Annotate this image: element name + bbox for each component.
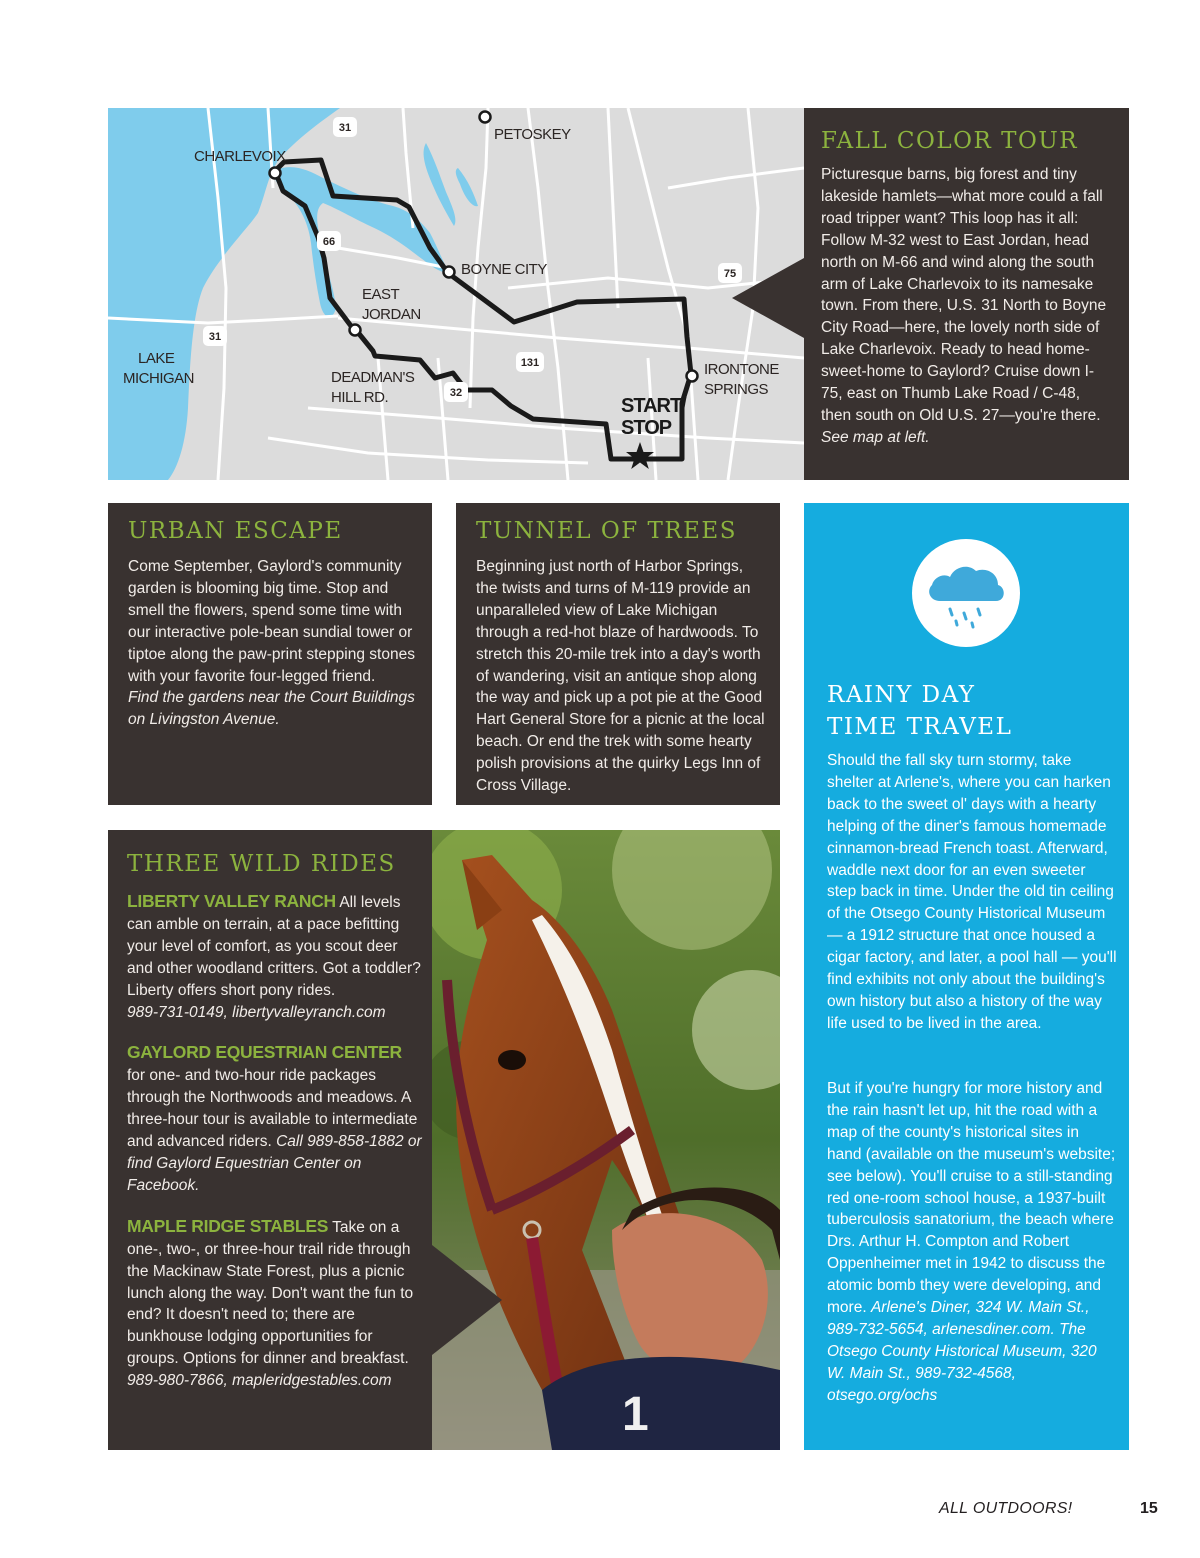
tunnel-of-trees-panel: [456, 503, 780, 805]
pointer-arrow: [432, 1245, 502, 1355]
label-lake: LAKE: [138, 350, 175, 367]
rainy-heading-line2: TIME TRAVEL: [827, 714, 1013, 740]
fall-color-text: Picturesque barns, big forest and tiny lakeside hamlets—what more could a fall road tripper want? This loop has it all: Follow M-32 west to East Jordan, head north on M-66 and wind along the south arm of Lake Charlevoix to its namesake town. From there, U.S. 31 North to Boyne City Road—here, the lovely north side of Lake Charlevoix. Ready to head home-sweet-home to Gaylord? Cruise down I-75, east on Thumb Lake Road / C-48, then south on Old U.S. 27—you're there.: [821, 166, 1107, 424]
fall-color-tour-panel: [804, 108, 1129, 480]
rain-cloud-icon: [912, 539, 1020, 647]
rainy-day-heading: [827, 679, 1012, 743]
label-springs: SPRINGS: [704, 381, 769, 398]
rainy-heading-line1: RAINY DAY: [827, 682, 976, 708]
tunnel-of-trees-heading: TUNNEL OF TREES: [476, 518, 737, 544]
ride-description: All levels can amble on terrain, at a pace befitting your level of comfort, as you scout deer and other woodland critters. Got a toddler? Liberty offers short pony rides.: [127, 894, 421, 999]
ride-contact: Call 989-858-1882 or find Gaylord Equestrian Center on Facebook.: [127, 1133, 422, 1194]
ride-description: for one- and two-hour ride packages through the Northwoods and meadows. A three-hour tour is available to intermediate and advanced riders.: [127, 1067, 418, 1151]
label-michigan: MICHIGAN: [123, 370, 194, 387]
label-east: EAST: [362, 286, 400, 303]
label-irontone: IRONTONE: [704, 361, 779, 378]
rainy-day-paragraph-1: Should the fall sky turn stormy, take shelter at Arlene's, where you can harken back to the sweet ol' days with a hearty helping of the diner's famous homemade cinnamon-bread French toast. Afterward, waddle next door for an even sweeter step back in time. Under the old tin ceiling of the Otsego County Historical Museum — a 1912 structure that once housed a cigar factory, and later, a pool hall — you'll find exhibits not only about the building's own history but also a history of the way life used to be lived in the area.: [827, 752, 1117, 1032]
label-stop: STOP: [621, 417, 672, 439]
label-deadmans: DEADMAN'S: [331, 369, 415, 386]
ride-entry-liberty: [127, 891, 422, 1023]
rainy-para2-text: But if you're hungry for more history and the rain hasn't let up, hit the road with a map of the county's historical sites in hand (available on the museum's website; see below). You'll cruise to a still-standing red one-room school house, a 1937-built tuberculosis sanatorium, the beach where Drs. Arthur H. Compton and Robert Oppenheimer met in 1942 to discuss the atomic bomb they were developing, and more.: [827, 1080, 1116, 1317]
label-boyne-city: BOYNE CITY: [461, 261, 547, 278]
horse-illustration: [432, 830, 780, 1450]
urban-escape-heading: URBAN ESCAPE: [128, 518, 343, 544]
urban-escape-location: Find the gardens near the Court Buildings on Livingston Avenue.: [128, 689, 415, 729]
label-start: START/: [621, 395, 686, 417]
footer-section-title: ALL OUTDOORS!: [939, 1500, 1073, 1517]
shield-31-top: 31: [338, 122, 352, 134]
ride-contact: 989-731-0149, libertyvalleyranch.com: [127, 1003, 386, 1021]
label-petoskey: PETOSKEY: [494, 126, 571, 143]
shield-75: 75: [723, 268, 737, 280]
ride-entry-gaylord: [127, 1042, 422, 1196]
pointer-arrow: [732, 258, 804, 338]
fall-color-body: [821, 164, 1113, 449]
label-jordan: JORDAN: [362, 306, 421, 323]
horse-photo: [432, 830, 780, 1450]
route-map: [108, 108, 804, 480]
three-wild-rides-heading: THREE WILD RIDES: [127, 851, 396, 877]
fall-color-heading: FALL COLOR TOUR: [821, 128, 1079, 154]
rainy-contacts: Arlene's Diner, 324 W. Main St., 989-732-5654, arlenesdiner.com. The Otsego County Historical Museum, 320 W. Main St., 989-732-4568, otsego.org/ochs: [827, 1299, 1097, 1404]
rainy-day-panel: [804, 503, 1129, 1450]
ride-entry-maple-ridge: [127, 1216, 422, 1392]
label-hill-rd: HILL RD.: [331, 389, 389, 406]
fall-color-map-note: See map at left.: [821, 428, 930, 446]
ride-name: GAYLORD EQUESTRIAN CENTER: [127, 1042, 402, 1063]
urban-escape-text: Come September, Gaylord's community garden is blooming big time. Stop and smell the flowers, spend some time with our interactive pole-bean sundial tower or tiptoe along the paw-print stepping stones with your favorite four-legged friend.: [128, 558, 415, 685]
ride-description: Take on a one-, two-, or three-hour trail ride through the Mackinaw State Forest, plus a picnic lunch along the way. Don't want the fun to end? It doesn't need to; there are bunkhouse lodging opportunities for groups. Options for dinner and breakfast.: [127, 1218, 414, 1368]
shield-131: 131: [520, 357, 540, 369]
shirt-number: 1: [622, 1388, 649, 1441]
shield-31-left: 31: [208, 331, 222, 343]
shield-66: 66: [322, 236, 336, 248]
urban-escape-body: [128, 556, 418, 731]
ride-name: MAPLE RIDGE STABLES: [127, 1215, 329, 1236]
rainy-day-paragraph-2: [827, 1078, 1117, 1407]
ride-name: LIBERTY VALLEY RANCH: [127, 891, 336, 911]
ride-contact: 989-980-7866, mapleridgestables.com: [127, 1372, 392, 1390]
page-number: 15: [1140, 1500, 1158, 1517]
tunnel-of-trees-body: Beginning just north of Harbor Springs, the twists and turns of M-119 provide an unparalleled view of Lake Michigan through a red-hot blaze of hardwoods. To stretch this 20-mile trek into a day's worth of wandering, visit an antique shop along the way and pick up a pot pie at the Good Hart General Store for a picnic at the local beach. Or end the trek with some hearty polish provisions at the quirky Legs Inn of Cross Village.: [476, 558, 765, 795]
shield-32: 32: [449, 387, 463, 399]
urban-escape-panel: [108, 503, 432, 805]
three-wild-rides-panel: [108, 830, 432, 1450]
label-charlevoix: CHARLEVOIX: [194, 148, 286, 165]
